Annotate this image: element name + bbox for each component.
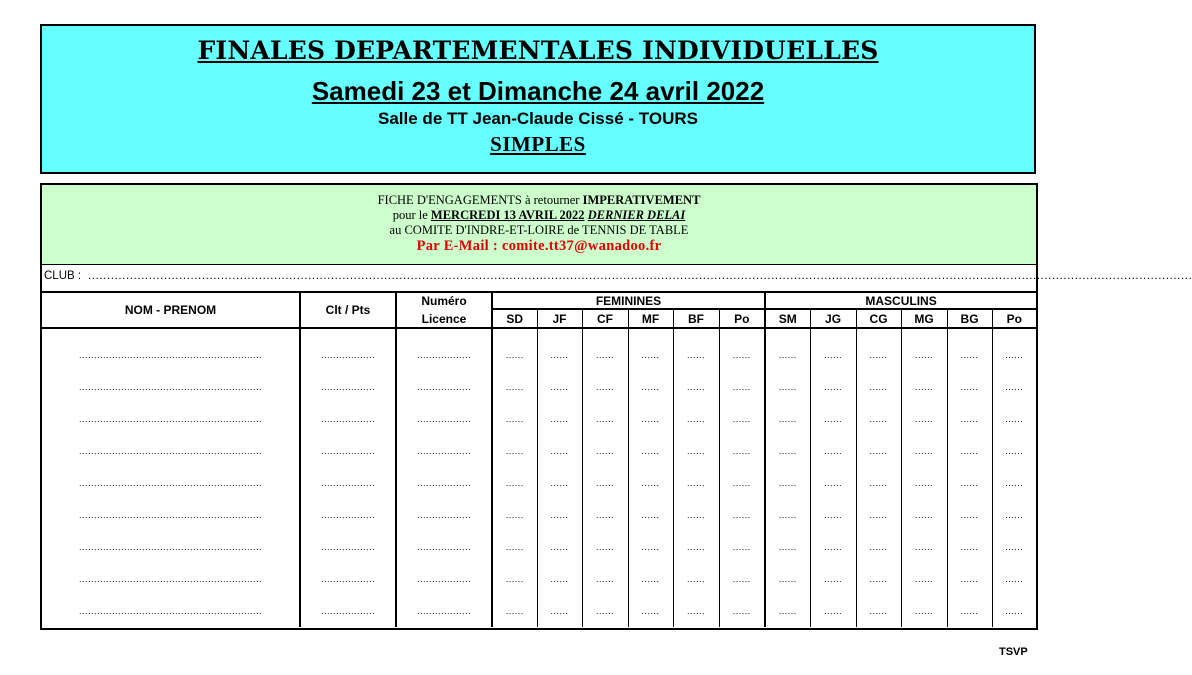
clt-entry-cell[interactable]: .................. [300, 595, 396, 627]
table-row [42, 563, 1036, 595]
cat-header-m-cg: CG [856, 309, 901, 328]
cat-entry-cell[interactable]: ...... [582, 328, 628, 371]
cat-entry-cell[interactable]: ...... [673, 467, 719, 499]
licence-entry-cell[interactable]: .................. [396, 371, 492, 403]
cat-entry-cell[interactable]: ...... [537, 403, 582, 435]
table-row [42, 435, 1036, 467]
instruction-text: pour le [392, 208, 431, 222]
cat-entry-cell[interactable]: ...... [947, 563, 992, 595]
instructions-panel [42, 185, 1036, 265]
licence-entry-cell[interactable]: .................. [396, 435, 492, 467]
cat-entry-cell[interactable]: ...... [719, 467, 765, 499]
instruction-line-1 [42, 193, 1036, 208]
cat-header-f-jf: JF [537, 309, 582, 328]
deadline-label: DERNIER DELAI [587, 208, 686, 222]
cat-entry-cell[interactable]: ...... [947, 403, 992, 435]
cat-entry-cell[interactable]: ...... [673, 531, 719, 563]
cat-entry-cell[interactable]: ...... [765, 467, 810, 499]
cat-entry-cell[interactable]: ...... [810, 371, 856, 403]
cat-entry-cell[interactable]: ...... [673, 371, 719, 403]
cat-header-f-cf: CF [582, 309, 628, 328]
clt-entry-cell[interactable]: .................. [300, 371, 396, 403]
cat-entry-cell[interactable]: ...... [947, 531, 992, 563]
name-entry-cell[interactable]: ............................................................. [42, 595, 300, 627]
cat-header-m-bg: BG [947, 309, 992, 328]
cat-entry-cell[interactable]: ...... [582, 499, 628, 531]
licence-entry-cell[interactable]: .................. [396, 467, 492, 499]
clt-entry-cell[interactable]: .................. [300, 403, 396, 435]
email-line: Par E-Mail : comite.tt37@wanadoo.fr [416, 238, 662, 254]
cat-entry-cell[interactable]: ...... [765, 403, 810, 435]
cat-entry-cell[interactable]: ...... [947, 328, 992, 371]
name-entry-cell[interactable]: ............................................................. [42, 435, 300, 467]
cat-entry-cell[interactable]: ...... [719, 403, 765, 435]
cat-entry-cell[interactable]: ...... [947, 435, 992, 467]
cat-header-m-jg: JG [810, 309, 856, 328]
cat-entry-cell[interactable]: ...... [628, 403, 673, 435]
cat-entry-cell[interactable]: ...... [810, 499, 856, 531]
cat-entry-cell[interactable]: ...... [810, 595, 856, 627]
cat-header-m-sm: SM [765, 309, 810, 328]
cat-header-f-mf: MF [628, 309, 673, 328]
group-header-feminines: FEMININES [492, 293, 765, 309]
cat-entry-cell[interactable]: ...... [719, 328, 765, 371]
name-entry-cell[interactable]: ............................................................. [42, 467, 300, 499]
cat-entry-cell[interactable]: ...... [810, 467, 856, 499]
cat-header-f-bf: BF [673, 309, 719, 328]
cat-entry-cell[interactable]: ...... [901, 499, 947, 531]
cat-entry-cell[interactable]: ...... [582, 563, 628, 595]
tsvp-note: TSVP [999, 646, 1028, 658]
cat-entry-cell[interactable]: ...... [719, 435, 765, 467]
event-type: SIMPLES [490, 132, 586, 156]
cat-entry-cell[interactable]: ...... [492, 328, 537, 371]
col-header-licence-line1: Numéro [421, 294, 467, 308]
name-entry-cell[interactable]: ............................................................. [42, 371, 300, 403]
cat-entry-cell[interactable]: ...... [1005, 382, 1024, 392]
clt-entry-cell[interactable]: .................. [300, 435, 396, 467]
cat-entry-cell[interactable]: ...... [537, 595, 582, 627]
cat-entry-cell[interactable]: ...... [628, 595, 673, 627]
cat-entry-cell[interactable]: ...... [673, 435, 719, 467]
table-row [42, 371, 1036, 403]
cat-entry-cell[interactable]: ...... [628, 328, 673, 371]
cat-entry-cell[interactable]: ...... [765, 435, 810, 467]
cat-entry-cell[interactable]: ...... [719, 499, 765, 531]
event-venue: Salle de TT Jean-Claude Cissé - TOURS [378, 109, 698, 128]
cat-entry-cell[interactable]: ...... [856, 328, 901, 371]
cat-entry-cell[interactable]: ...... [856, 531, 901, 563]
cat-entry-cell[interactable]: ...... [947, 595, 992, 627]
cat-entry-cell[interactable]: ...... [537, 499, 582, 531]
cat-entry-cell[interactable]: ...... [765, 531, 810, 563]
name-entry-cell[interactable]: ............................................................. [42, 328, 300, 371]
cat-entry-cell[interactable]: ...... [719, 595, 765, 627]
instruction-emphasis: IMPERATIVEMENT [582, 193, 701, 207]
cat-entry-cell[interactable]: ...... [947, 499, 992, 531]
table-row [42, 467, 1036, 499]
cat-entry-cell[interactable]: ...... [765, 328, 810, 371]
col-header-name: NOM - PRENOM [42, 293, 300, 328]
cat-entry-cell[interactable]: ...... [719, 563, 765, 595]
cat-entry-cell[interactable]: ...... [582, 531, 628, 563]
event-header [40, 24, 1036, 174]
clt-entry-cell[interactable]: .................. [300, 531, 396, 563]
cat-entry-cell[interactable]: ...... [492, 531, 537, 563]
cat-entry-cell[interactable]: ...... [492, 595, 537, 627]
cat-entry-cell[interactable]: ...... [1005, 574, 1024, 584]
cat-entry-cell[interactable]: ...... [537, 467, 582, 499]
cat-entry-cell[interactable]: ...... [1005, 542, 1024, 552]
cat-entry-cell[interactable]: ...... [901, 531, 947, 563]
instruction-text: FICHE D'ENGAGEMENTS à retourner [377, 193, 583, 207]
col-header-licence-line2: Licence [421, 312, 467, 326]
cat-entry-cell[interactable]: ...... [673, 595, 719, 627]
cat-entry-cell[interactable]: ...... [628, 467, 673, 499]
cat-entry-cell[interactable]: ...... [1005, 446, 1024, 456]
cat-entry-cell[interactable]: ...... [765, 371, 810, 403]
table-row [42, 531, 1036, 563]
instruction-line-2 [42, 208, 1036, 223]
cat-entry-cell[interactable]: ...... [901, 328, 947, 371]
col-header-clt: Clt / Pts [300, 293, 396, 328]
cat-entry-cell[interactable]: ...... [765, 563, 810, 595]
licence-entry-cell[interactable]: .................. [396, 499, 492, 531]
table-row [42, 328, 1036, 371]
cat-entry-cell[interactable]: ...... [673, 328, 719, 371]
club-field[interactable] [42, 264, 1192, 293]
cat-entry-cell[interactable]: ...... [810, 531, 856, 563]
cat-header-f-sd: SD [492, 309, 537, 328]
cat-entry-cell[interactable]: ...... [492, 467, 537, 499]
cat-entry-cell[interactable]: ...... [492, 371, 537, 403]
cat-entry-cell[interactable]: ...... [856, 435, 901, 467]
licence-entry-cell[interactable]: .................. [396, 328, 492, 371]
group-header-masculins: MASCULINS [765, 293, 1036, 309]
cat-header-f-po: Po [719, 309, 765, 328]
cat-entry-cell[interactable]: ...... [901, 435, 947, 467]
cat-entry-cell[interactable]: ...... [1005, 414, 1024, 424]
cat-header-m-mg: MG [901, 309, 947, 328]
cat-entry-cell[interactable]: ...... [856, 499, 901, 531]
cat-entry-cell[interactable]: ...... [947, 371, 992, 403]
cat-entry-cell[interactable]: ...... [901, 563, 947, 595]
cat-entry-cell[interactable]: ...... [719, 371, 765, 403]
deadline-date: MERCREDI 13 AVRIL 2022 [430, 208, 585, 222]
licence-entry-cell[interactable]: .................. [396, 595, 492, 627]
entry-form [40, 183, 1192, 630]
event-title: FINALES DEPARTEMENTALES INDIVIDUELLES [197, 36, 879, 65]
cat-entry-cell[interactable]: ...... [628, 499, 673, 531]
licence-entry-cell[interactable]: .................. [396, 531, 492, 563]
entries-table [42, 293, 1036, 627]
cat-entry-cell[interactable]: ...... [765, 595, 810, 627]
cat-entry-cell[interactable]: ...... [856, 467, 901, 499]
instruction-line-3: au COMITE D'INDRE-ET-LOIRE de TENNIS DE TABLE [389, 223, 689, 237]
cat-entry-cell[interactable]: ...... [628, 435, 673, 467]
cat-entry-cell[interactable]: ...... [492, 499, 537, 531]
clt-entry-cell[interactable]: .................. [300, 563, 396, 595]
name-entry-cell[interactable]: ............................................................. [42, 499, 300, 531]
cat-entry-cell[interactable]: ...... [1005, 478, 1024, 488]
cat-entry-cell[interactable]: ...... [901, 595, 947, 627]
cat-entry-cell[interactable]: ...... [673, 563, 719, 595]
cat-entry-cell[interactable]: ...... [537, 563, 582, 595]
table-row [42, 499, 1036, 531]
cat-entry-cell[interactable]: ...... [810, 435, 856, 467]
name-entry-cell[interactable]: ............................................................. [42, 563, 300, 595]
cat-entry-cell[interactable]: ...... [582, 403, 628, 435]
cat-entry-cell[interactable]: ...... [492, 563, 537, 595]
name-entry-cell[interactable]: ............................................................. [42, 403, 300, 435]
cat-entry-cell[interactable]: ...... [537, 328, 582, 371]
cat-entry-cell[interactable]: ...... [582, 595, 628, 627]
cat-entry-cell[interactable]: ...... [582, 435, 628, 467]
licence-entry-cell[interactable]: .................. [396, 563, 492, 595]
cat-entry-cell[interactable]: ...... [537, 531, 582, 563]
name-entry-cell[interactable]: ............................................................. [42, 531, 300, 563]
clt-entry-cell[interactable]: .................. [300, 467, 396, 499]
cat-entry-cell[interactable]: ...... [856, 403, 901, 435]
cat-entry-cell[interactable]: ...... [901, 403, 947, 435]
licence-entry-cell[interactable]: .................. [396, 403, 492, 435]
cat-entry-cell[interactable]: ...... [628, 531, 673, 563]
cat-entry-cell[interactable]: ...... [628, 371, 673, 403]
cat-entry-cell[interactable]: ...... [492, 403, 537, 435]
cat-entry-cell[interactable]: ...... [673, 403, 719, 435]
cat-entry-cell[interactable]: ...... [582, 467, 628, 499]
cat-entry-cell[interactable]: ...... [1005, 510, 1024, 520]
event-dates: Samedi 23 et Dimanche 24 avril 2022 [311, 76, 765, 106]
cat-entry-cell[interactable]: ...... [810, 328, 856, 371]
cat-entry-cell[interactable]: ...... [810, 563, 856, 595]
cat-entry-cell[interactable]: ...... [492, 435, 537, 467]
cat-entry-cell[interactable]: ...... [765, 499, 810, 531]
cat-entry-cell[interactable]: ...... [810, 403, 856, 435]
clt-entry-cell[interactable]: .................. [300, 328, 396, 371]
cat-entry-cell[interactable]: ...... [856, 563, 901, 595]
cat-entry-cell[interactable]: ...... [856, 371, 901, 403]
cat-header-m-po: Po [992, 309, 1036, 328]
cat-entry-cell[interactable]: ...... [901, 467, 947, 499]
cat-entry-cell[interactable]: ...... [901, 371, 947, 403]
cat-entry-cell[interactable]: ...... [1005, 350, 1024, 360]
cat-entry-cell[interactable]: ...... [582, 371, 628, 403]
cat-entry-cell[interactable]: ...... [673, 499, 719, 531]
cat-entry-cell[interactable]: ...... [947, 467, 992, 499]
cat-entry-cell[interactable]: ...... [1005, 606, 1024, 616]
cat-entry-cell[interactable]: ...... [537, 371, 582, 403]
col-header-licence [396, 293, 492, 328]
club-dotted-line[interactable]: ................................................................................................................................................................................................................................................................................................... [88, 270, 1192, 282]
cat-entry-cell[interactable]: ...... [628, 563, 673, 595]
table-row [42, 403, 1036, 435]
cat-entry-cell[interactable]: ...... [856, 595, 901, 627]
cat-entry-cell[interactable]: ...... [537, 435, 582, 467]
cat-entry-cell[interactable]: ...... [719, 531, 765, 563]
clt-entry-cell[interactable]: .................. [300, 499, 396, 531]
table-row [42, 595, 1036, 627]
club-label: CLUB : [44, 270, 82, 282]
